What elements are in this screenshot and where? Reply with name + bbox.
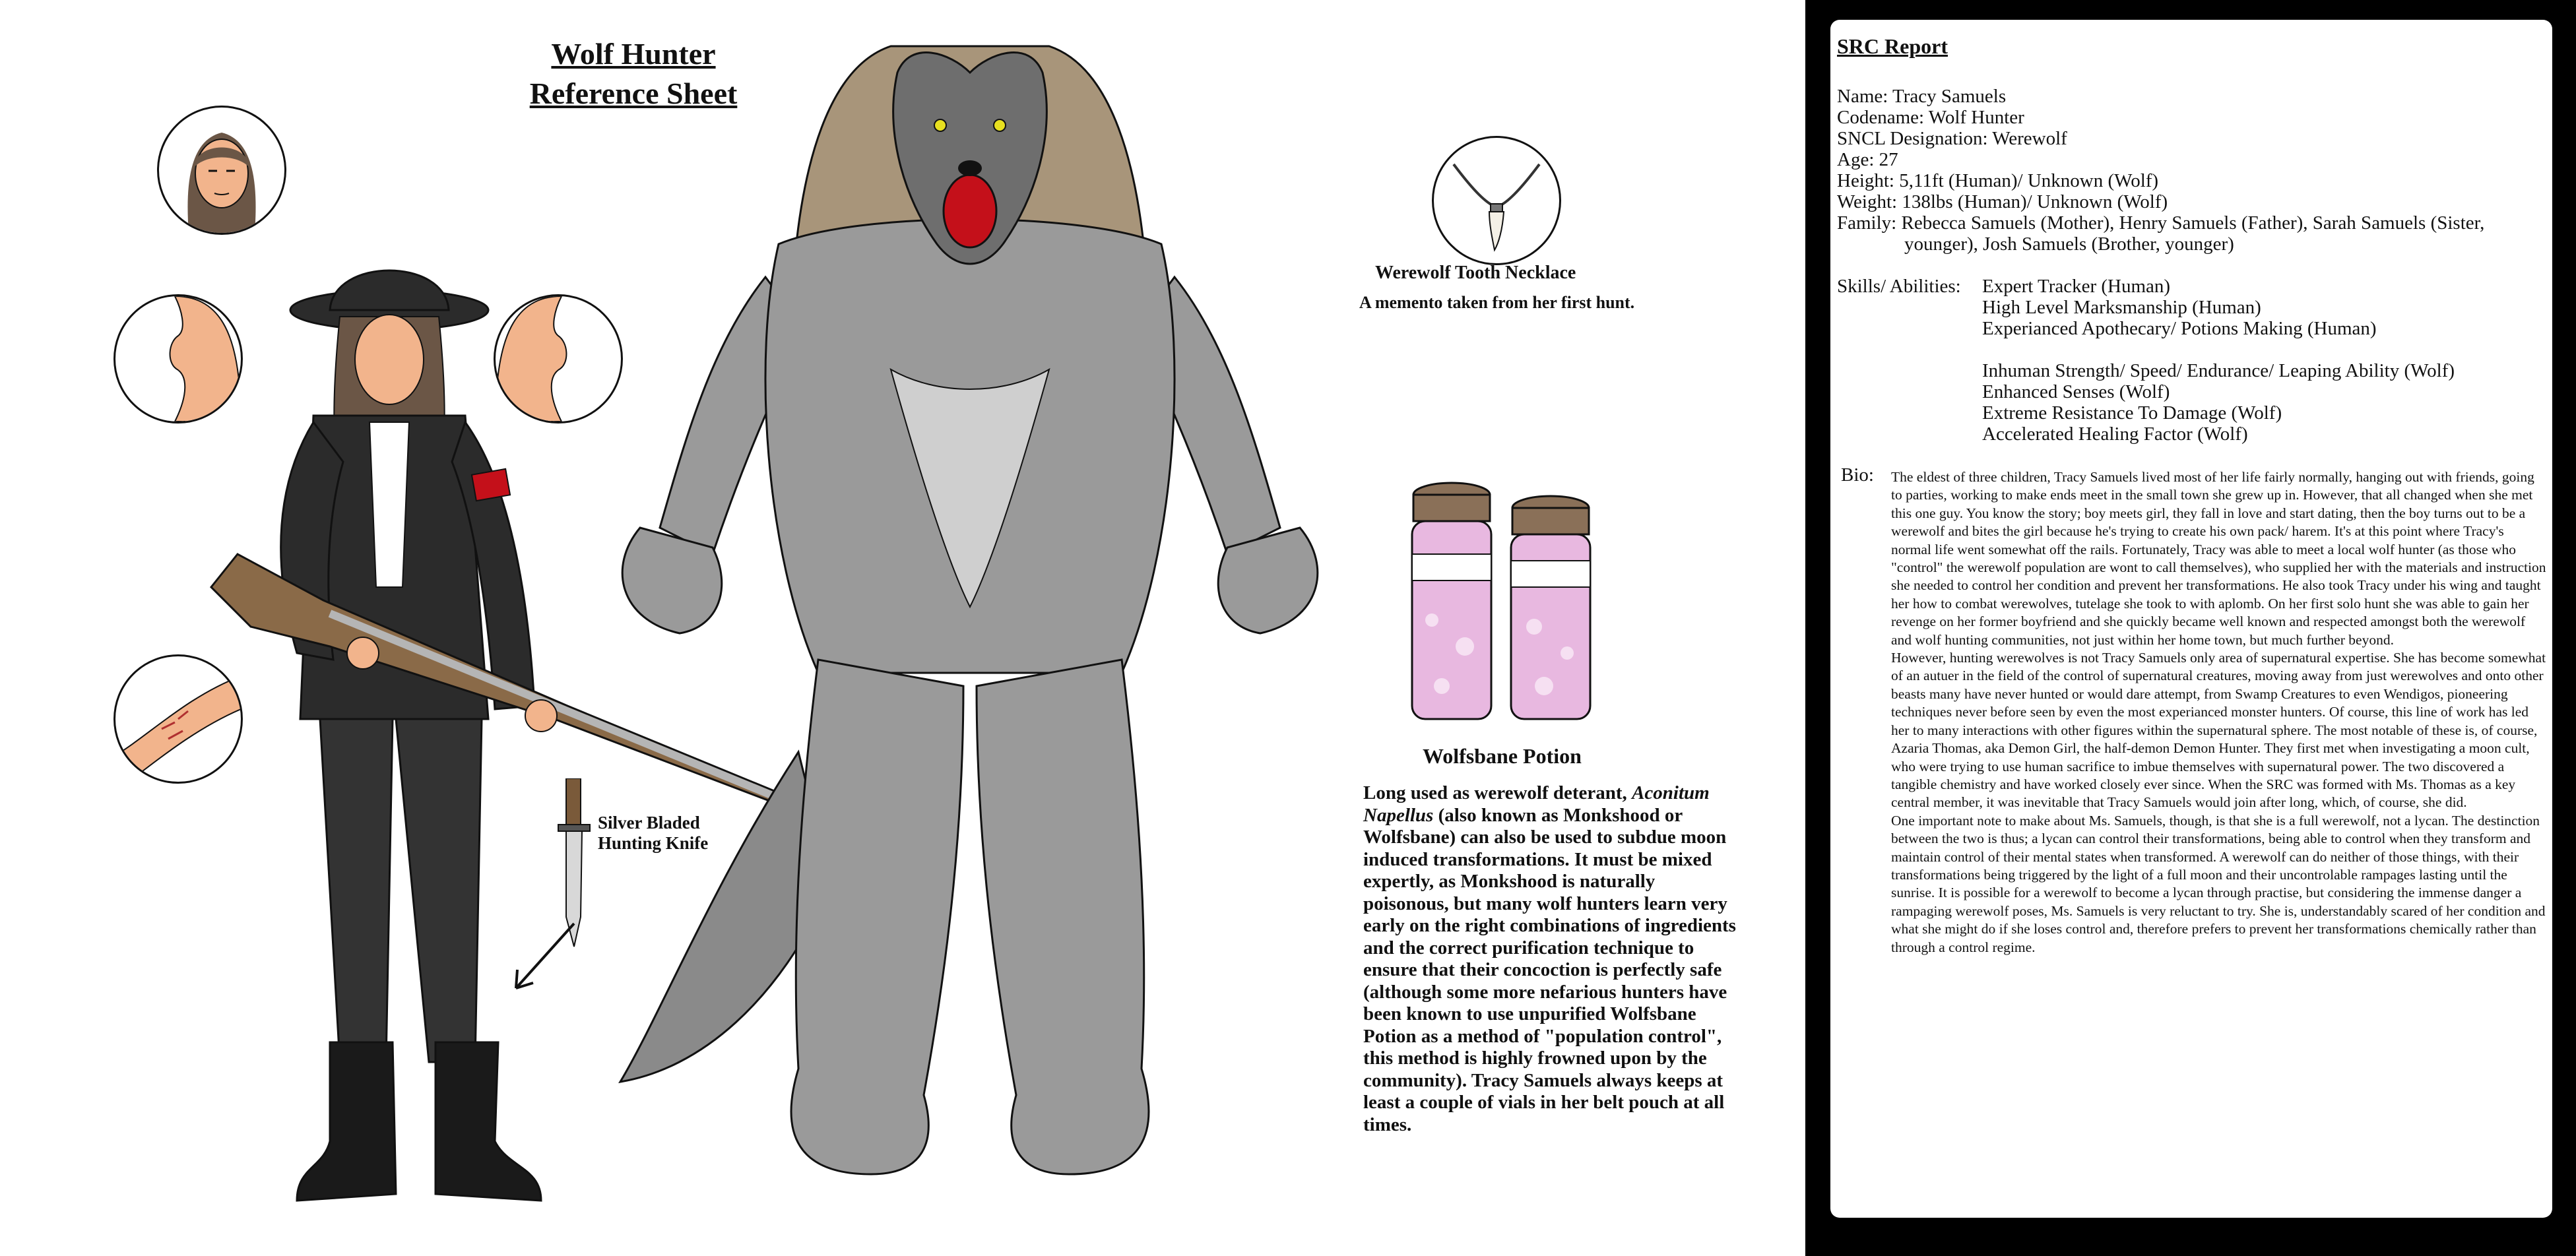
potion-title: Wolfsbane Potion xyxy=(1423,744,1582,768)
wolfsbane-latin-name: Aconitum Napellus xyxy=(1363,782,1710,826)
skill-item: Accelerated Healing Factor (Wolf) xyxy=(1982,424,2248,445)
necklace-caption: A memento taken from her first hunt. xyxy=(1359,293,1635,312)
skill-item: Inhuman Strength/ Speed/ Endurance/ Leaping Ability (Wolf) xyxy=(1982,360,2455,381)
skill-item: Experianced Apothecary/ Potions Making (Human) xyxy=(1982,318,2377,339)
sheet-title-line2: Reference Sheet xyxy=(529,77,738,110)
skill-item: Extreme Resistance To Damage (Wolf) xyxy=(1982,402,2282,424)
report-sncl-designation: SNCL Designation: Werewolf xyxy=(1837,128,2067,149)
werewolf-figure-illustration xyxy=(581,26,1359,1227)
report-heading: SRC Report xyxy=(1837,34,1948,58)
bio-paragraph: One important note to make about Ms. Samuels, though, is that she is a full werewolf, not a lycan. The destinction between the two is thus; a lycan can control their transformations, being able to control when they transform and maintain control of their mental states when transformed. A werewolf can do neither of those things, with their transformations being triggered by the light of a full moon and their uncontrolable rampages lasting until the sunrise. It is possible for a werewolf to become a lycan through practise, but considering the immense danger a rampaging werewolf poses, Ms. Samuels is very reluctant to try. She is, understandably scared of her condition and what she might do if she loses control and, therefore prefers to prevent her transformations chemically rather than through a control regime. xyxy=(1891,812,2546,955)
necklace-title: Werewolf Tooth Necklace xyxy=(1375,263,1576,283)
report-skills-human-list xyxy=(1982,276,2377,339)
report-profile xyxy=(1837,86,2543,255)
necklace-detail-circle xyxy=(1432,136,1561,265)
knife-pointer-arrow-icon xyxy=(508,917,581,996)
wolfsbane-desc-intro: Long used as werewolf deterant, xyxy=(1363,782,1627,803)
report-bio-label: Bio: xyxy=(1841,464,1874,486)
report-name: Name: Tracy Samuels xyxy=(1837,86,2007,107)
wolfsbane-description xyxy=(1363,782,1739,1136)
face-portrait-illustration xyxy=(159,108,284,233)
report-age: Age: 27 xyxy=(1837,149,1898,170)
bio-paragraph: The eldest of three children, Tracy Samuels lived most of her life fairly normally, hanging out with friends, going to parties, working to make ends meet in the small town she grew up in. However, that all changed when she met this one guy. You know the story; boy meets girl, they fall in love and start dating, then the boy turns out to be a werewolf and bites the girl because he's trying to create his own pack/ harem. It's at this point where Tracy's normal life went somewhat off the rails. Fortunately, Tracy was able to meet a local wolf hunter (as those who "control" the werewolf population are wont to call themselves), who supplied her with the materials and instruction she needed to control her condition and prevent her transformations. He also took Tracy under his wing and taught her how to combat werewolves, tutelage she took to with aplomb. On her first solo hunt she was able to gain her revenge on her former boyfriend and she quickly became well known and respected amongst both the werewolf and wolf hunting communities, not just within her home town, but much further beyond. xyxy=(1891,469,2546,648)
report-height: Height: 5,11ft (Human)/ Unknown (Wolf) xyxy=(1837,170,2159,191)
knife-label-line2: Hunting Knife xyxy=(598,833,709,853)
report-family-line2: younger), Josh Samuels (Brother, younger) xyxy=(1904,234,2234,255)
tooth-necklace-illustration xyxy=(1434,138,1559,263)
sheet-title-line1: Wolf Hunter xyxy=(551,37,716,71)
report-family-line1: Family: Rebecca Samuels (Mother), Henry Samuels (Father), Sarah Samuels (Sister, xyxy=(1837,212,2485,234)
wolfsbane-desc-body: (also known as Monkshood or Wolfsbane) can also be used to subdue moon induced transformations. It must be mixed expertly, as Monkshood is naturally poisonous, but many wolf hunters learn very early on the right combinations of ingredients and the correct purification technique to ensure that their concoction is perfectly safe (although some more nefarious hunters have been known to use unpurified Wolfsbane Potion as a method of "population control", this method is highly frowned upon by the community). Tracy Samuels always keeps at least a couple of vials in her belt pouch at all times. xyxy=(1363,804,1736,1135)
skill-item: High Level Marksmanship (Human) xyxy=(1982,297,2261,318)
report-skills-label: Skills/ Abilities: xyxy=(1837,276,1961,297)
report-weight: Weight: 138lbs (Human)/ Unknown (Wolf) xyxy=(1837,191,2168,212)
face-detail-circle xyxy=(157,106,286,235)
skill-item: Expert Tracker (Human) xyxy=(1982,276,2171,297)
report-codename: Codename: Wolf Hunter xyxy=(1837,107,2024,128)
bio-paragraph: However, hunting werewolves is not Tracy Samuels only area of supernatural expertise. She has become somewhat of an autuer in the field of the control of supernatural creatures, moving away from just werewolves and onto other beasts many have never hunted or would dare attempt, from Swamp Creatures to even Wendigos, pioneering techniques never before seen by even the most experianced monster hunters. Of course, this line of work has led her to many interactions with other figures within the supernatural sphere. The most notable of these is, of course, Azaria Thomas, aka Demon Girl, the half-demon Demon Hunter. They first met when investigating a moon cult, who were trying to use human sacrifice to imbue themselves with supernatural power. The two discovered a tangible chemistry and have worked closely ever since. When the SRC was formed with Ms. Thomas as a key central member, it was inevitable that Tracy Samuels would join after long, which, of course, she did. xyxy=(1891,650,2546,811)
report-bio xyxy=(1891,468,2547,957)
knife-label-line1: Silver Bladed xyxy=(598,813,700,832)
report-skills-wolf-list xyxy=(1982,360,2455,445)
skill-item: Enhanced Senses (Wolf) xyxy=(1982,381,2170,402)
wolfsbane-potion-vials-illustration xyxy=(1405,475,1603,732)
